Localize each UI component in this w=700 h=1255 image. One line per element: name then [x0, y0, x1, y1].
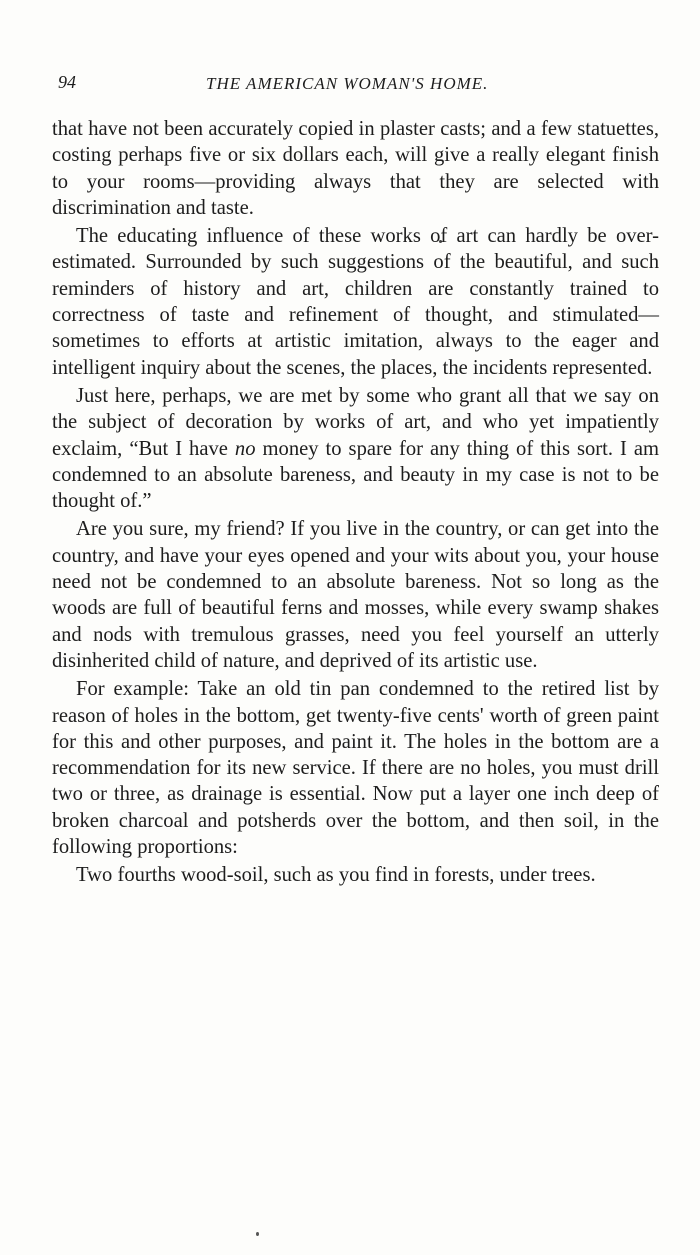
ink-mark: [256, 1232, 259, 1236]
emphasis-no: no: [234, 437, 256, 460]
running-head: THE AMERICAN WOMAN'S HOME.: [206, 74, 489, 93]
page-number: 94: [58, 72, 76, 92]
paragraph-continuation: that have not been accurately copied in plaster casts; and a few statuettes, costing perhaps five or six dollars each, will give a really elegant finish to your rooms—providing always that they are selected with discrimination and taste.: [52, 118, 659, 219]
page-header: [58, 72, 658, 102]
paragraph-two-fourths: Two fourths wood-soil, such as you find in forests, under trees.: [76, 864, 596, 887]
paragraph-are-you-sure: Are you sure, my friend? If you live in the country, or can get into the country, and have your eyes opened and your wits about you, your house need not be condemned to an absolute bareness. Not so long as the woods are full of beautiful ferns and mosses, while every swamp shakes and nods with tremulous grasses, need you feel yourself an utterly disinherited child of nature, and deprived of its artistic use.: [52, 518, 659, 672]
paragraph-educating-influence: The educating influence of these works of art can hardly be over-estimated. Surrounded by such suggestions of the beautiful, and such reminders of history and art, children are constantly trained to correctness of taste and refinement of thought, and stimulated—sometimes to efforts at artistic imitation, always to the eager and intelligent inquiry about the scenes, the places, the incidents represented.: [52, 225, 659, 379]
paragraph-for-example: For example: Take an old tin pan condemned to the retired list by reason of holes in the bottom, get twenty-five cents' worth of green paint for this and other purposes, and paint it. The holes in the bottom are a recommendation for its new service. If there are no holes, you must drill two or three, as drainage is essential. Now put a layer one inch deep of broken charcoal and potsherds over the bottom, and then soil, in the following proportions:: [52, 678, 659, 859]
paragraph-no-money: [52, 383, 659, 514]
paragraph-no-money-after: money to spare for any thing of this sort. I am condemned to an absolute bareness, and beauty in my case is not to be thought of.”: [52, 437, 659, 513]
body-text: [52, 116, 659, 891]
paragraph-no-money-before: Just here, perhaps, we are met by some who grant all that we say on the subject of decoration by works of art, and who yet impatiently exclaim, “But I have: [52, 384, 659, 460]
